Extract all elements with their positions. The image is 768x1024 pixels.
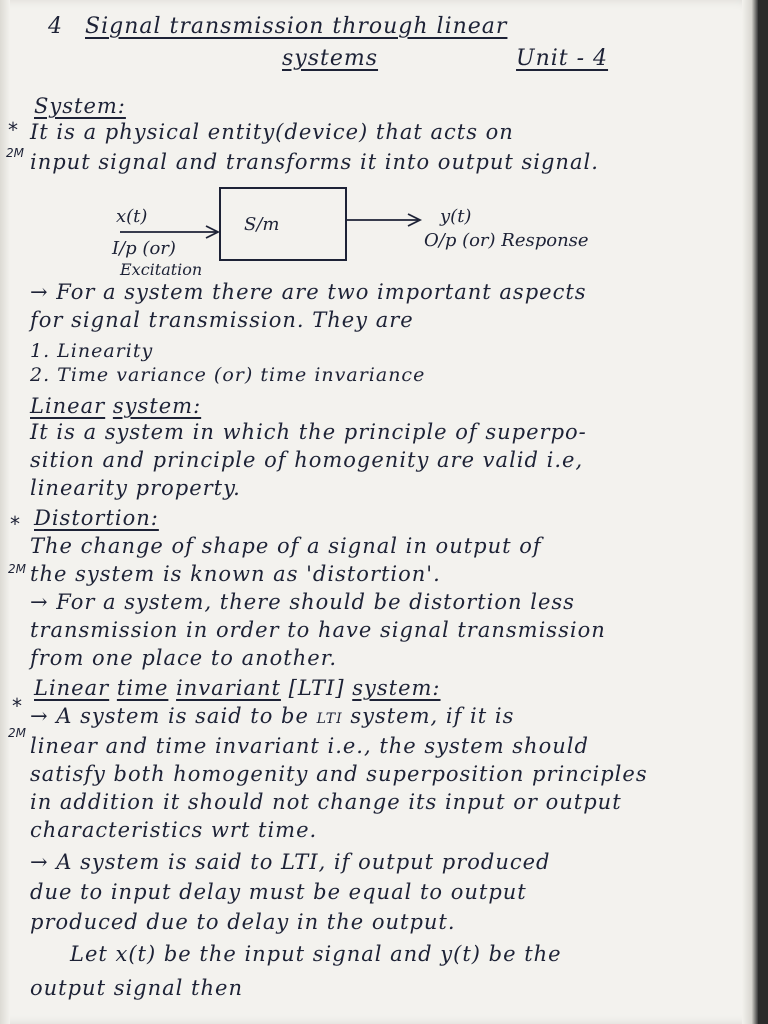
linear-system-line1: It is a system in which the principle of superpo- <box>30 420 587 444</box>
system-definition-line2: input signal and transforms it into output signal. <box>30 150 599 174</box>
lti-line1: → A system is said to be LTI system, if it is <box>30 704 515 728</box>
unit-label: Unit - 4 <box>516 46 609 71</box>
lti-line10: output signal then <box>30 976 243 1000</box>
aspect-item-2: 2. Time variance (or) time invariance <box>30 364 426 386</box>
aspect-item-1: 1. Linearity <box>30 340 154 362</box>
lti-line6: → A system is said to LTI, if output produced <box>30 850 551 874</box>
system-block <box>220 188 346 260</box>
distortion-heading: Distortion: <box>34 506 159 530</box>
lti-line8: produced due to delay in the output. <box>30 910 456 934</box>
distortion-line2: the system is known as 'distortion'. <box>30 562 441 586</box>
system-definition-line1: It is a physical entity(device) that acts on <box>30 120 514 144</box>
input-sublabel: Excitation <box>120 260 203 279</box>
star-mark: * <box>12 694 22 718</box>
star-mark: * <box>8 118 18 142</box>
page-header-line2 <box>282 46 768 71</box>
system-heading: System: <box>34 94 126 118</box>
output-arrowhead <box>408 214 420 226</box>
two-mark-label: 2M <box>8 726 26 740</box>
aspects-line1: → For a system there are two important aspects <box>30 280 587 304</box>
input-label: I/p (or) <box>112 238 176 259</box>
distortion-line4: transmission in order to have signal transmission <box>30 618 606 642</box>
distortion-line3: → For a system, there should be distortion less <box>30 590 575 614</box>
distortion-line5: from one place to another. <box>30 646 338 670</box>
linear-system-heading: Linear system: <box>30 394 202 418</box>
two-mark-label: 2M <box>6 146 24 160</box>
chapter-title-cont: systems <box>282 46 379 71</box>
linear-system-line2: sition and principle of homogenity are valid i.e, <box>30 448 584 472</box>
input-arrowhead <box>206 226 218 238</box>
output-label: O/p (or) Response <box>424 230 589 251</box>
aspects-line2: for signal transmission. They are <box>30 308 414 332</box>
page-header <box>48 14 768 39</box>
lti-line5: characteristics wrt time. <box>30 818 318 842</box>
star-mark: * <box>10 512 20 536</box>
lti-line9: Let x(t) be the input signal and y(t) be the <box>70 942 562 966</box>
chapter-title: Signal transmission through linear <box>85 14 508 39</box>
lti-line3: satisfy both homogenity and superposition principles <box>30 762 648 786</box>
input-signal-label: x(t) <box>116 206 148 227</box>
lti-line7: due to input delay must be equal to output <box>30 880 527 904</box>
lti-line2: linear and time invariant i.e., the system should <box>30 734 589 758</box>
lti-heading: Linear time invariant [LTI] system: <box>34 676 441 700</box>
output-signal-label: y(t) <box>440 206 472 227</box>
distortion-line1: The change of shape of a signal in output of <box>30 534 542 558</box>
lti-line4: in addition it should not change its input or output <box>30 790 622 814</box>
linear-system-line3: linearity property. <box>30 476 241 500</box>
chapter-number: 4 <box>48 14 63 39</box>
block-label: S/m <box>244 214 280 235</box>
two-mark-label: 2M <box>8 562 26 576</box>
